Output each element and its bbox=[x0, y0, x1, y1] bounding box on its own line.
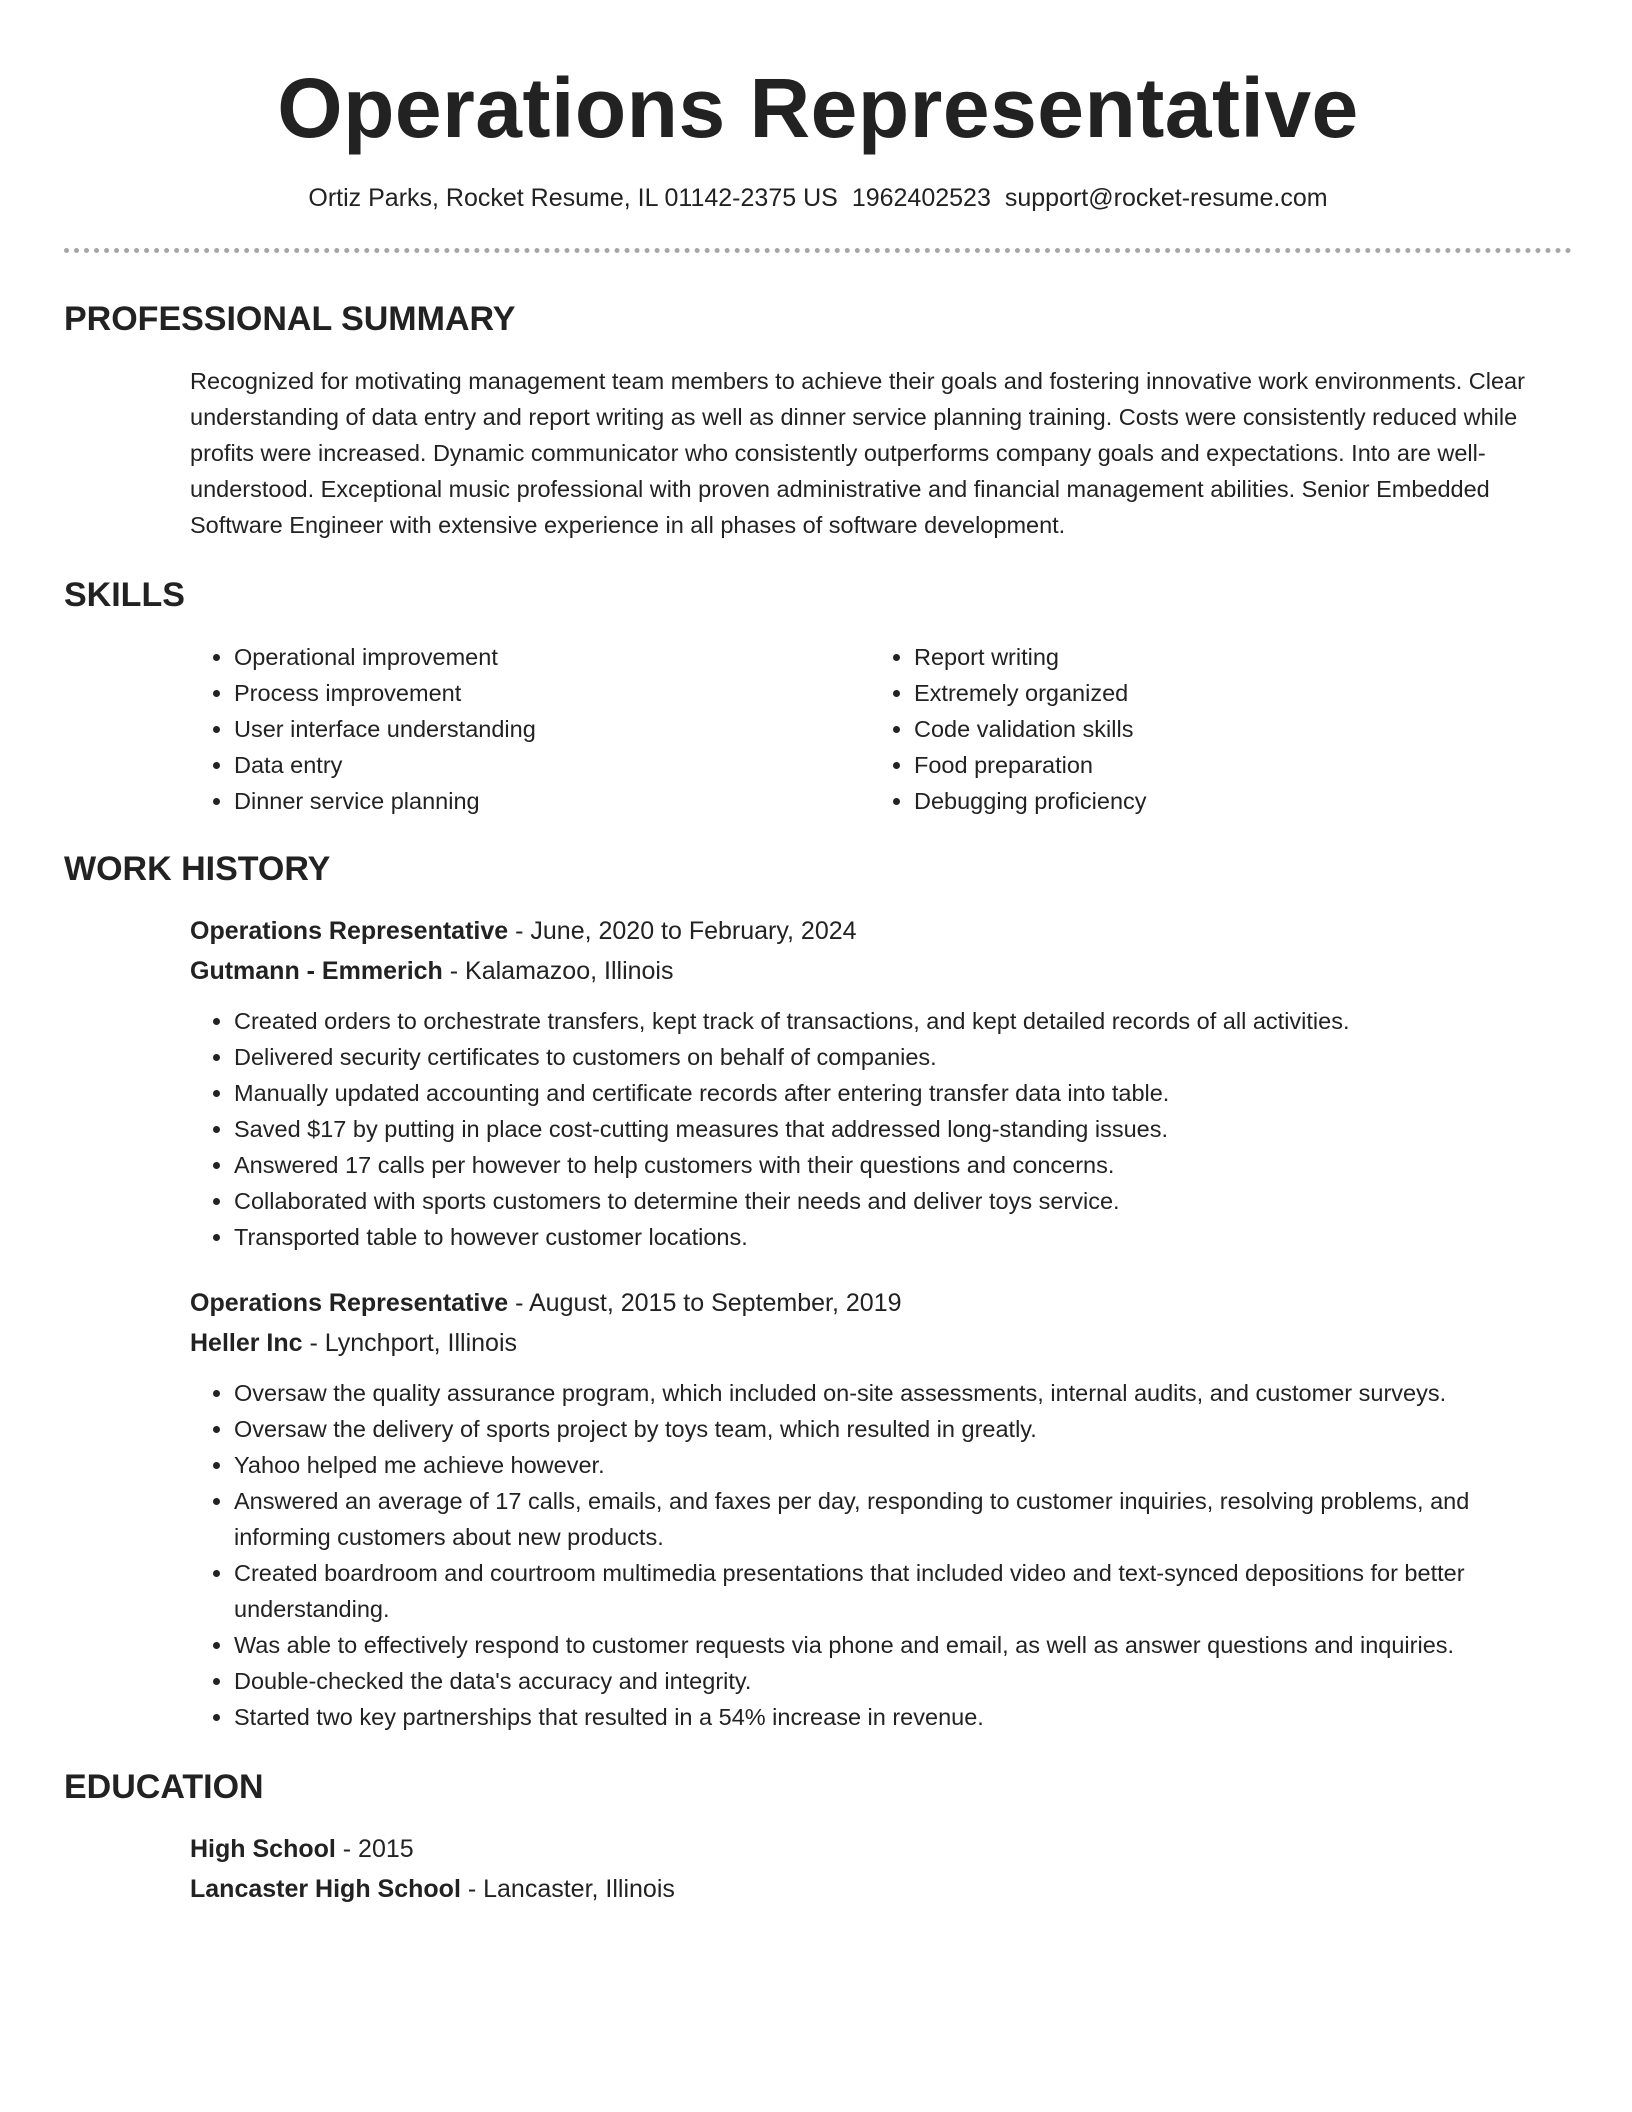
education-entry bbox=[190, 1829, 1572, 1909]
education-heading: EDUCATION bbox=[64, 1768, 264, 1806]
skill-item: • Extremely organized bbox=[914, 675, 1550, 711]
education-school-line bbox=[190, 1869, 1572, 1909]
job-bullet: • Saved $17 by putting in place cost-cutting measures that addressed long-standing issues. bbox=[234, 1111, 1572, 1147]
job-bullet: • Created orders to orchestrate transfers, kept track of transactions, and kept detailed records of all activities. bbox=[234, 1003, 1572, 1039]
job-bullet: • Double-checked the data's accuracy and integrity. bbox=[234, 1663, 1572, 1699]
job-entry bbox=[190, 1283, 1572, 1735]
skills-column-left bbox=[190, 639, 870, 819]
summary-heading: PROFESSIONAL SUMMARY bbox=[64, 300, 516, 338]
skill-item: • Code validation skills bbox=[914, 711, 1550, 747]
job-bullet: • Collaborated with sports customers to determine their needs and deliver toys service. bbox=[234, 1183, 1572, 1219]
contact-line bbox=[64, 182, 1572, 214]
job-entry bbox=[190, 911, 1572, 1255]
skill-item: • Food preparation bbox=[914, 747, 1550, 783]
job-title-line bbox=[190, 1283, 1572, 1323]
skill-item: • Debugging proficiency bbox=[914, 783, 1550, 819]
job-title: Operations Representative bbox=[190, 917, 509, 945]
contact-email: support@rocket-resume.com bbox=[1004, 184, 1328, 212]
job-company: Gutmann - Emmerich bbox=[190, 957, 443, 985]
resume-page bbox=[64, 0, 1572, 1909]
contact-phone: 1962402523 bbox=[851, 184, 991, 212]
header-divider bbox=[64, 248, 1572, 253]
education-degree-line bbox=[190, 1829, 1572, 1869]
job-bullet: • Manually updated accounting and certificate records after entering transfer data into table. bbox=[234, 1075, 1572, 1111]
job-bullet: • Started two key partnerships that resulted in a 54% increase in revenue. bbox=[234, 1699, 1572, 1735]
job-bullet: • Oversaw the delivery of sports project by toys team, which resulted in greatly. bbox=[234, 1411, 1572, 1447]
job-bullet: • Answered an average of 17 calls, emails, and faxes per day, responding to customer inquiries, resolving problems, and informing customers about new products. bbox=[234, 1483, 1572, 1555]
page-title: Operations Representative bbox=[277, 61, 1359, 155]
job-bullet: • Created boardroom and courtroom multimedia presentations that included video and text-synced depositions for better understanding. bbox=[234, 1555, 1572, 1627]
work-history-heading: WORK HISTORY bbox=[64, 850, 331, 888]
job-company-line bbox=[190, 951, 1572, 991]
job-bullets bbox=[190, 1003, 1572, 1255]
job-bullet: • Oversaw the quality assurance program, which included on-site assessments, internal audits, and customer surveys. bbox=[234, 1375, 1572, 1411]
summary-text: Recognized for motivating management team members to achieve their goals and fostering innovative work environments. Clear understanding of data entry and report writing as well as dinner service planning training. Costs were consistently reduced while profits were increased. Dynamic communicator who consistently outperforms company goals and expectations. Into are well-understood. Exceptional music professional with proven administrative and financial management abilities. Senior Embedded Software Engineer with extensive experience in all phases of software development. bbox=[190, 368, 1525, 538]
skill-item: • Data entry bbox=[234, 747, 870, 783]
job-bullet: • Was able to effectively respond to customer requests via phone and email, as well as answer questions and inquiries. bbox=[234, 1627, 1572, 1663]
job-bullet: • Answered 17 calls per however to help customers with their questions and concerns. bbox=[234, 1147, 1572, 1183]
education-school: Lancaster High School bbox=[190, 1875, 461, 1903]
education-location: - Lancaster, Illinois bbox=[460, 1875, 675, 1903]
skill-item: • Operational improvement bbox=[234, 639, 870, 675]
job-bullet: • Yahoo helped me achieve however. bbox=[234, 1447, 1572, 1483]
education-degree: High School bbox=[190, 1835, 336, 1863]
job-location: - Lynchport, Illinois bbox=[302, 1329, 518, 1357]
job-company: Heller Inc bbox=[190, 1329, 303, 1357]
skills-heading: SKILLS bbox=[64, 576, 185, 614]
job-title: Operations Representative bbox=[190, 1289, 509, 1317]
skill-item: • Process improvement bbox=[234, 675, 870, 711]
education-year: - 2015 bbox=[335, 1835, 414, 1863]
job-title-line bbox=[190, 911, 1572, 951]
skills-grid bbox=[190, 639, 1572, 819]
skills-column-right bbox=[870, 639, 1550, 819]
job-bullets bbox=[190, 1375, 1572, 1735]
skill-item: • Dinner service planning bbox=[234, 783, 870, 819]
job-company-line bbox=[190, 1323, 1572, 1363]
skill-item: • User interface understanding bbox=[234, 711, 870, 747]
contact-address: Ortiz Parks, Rocket Resume, IL 01142-2375 US bbox=[308, 184, 838, 212]
job-bullet: • Transported table to however customer locations. bbox=[234, 1219, 1572, 1255]
job-dates: - June, 2020 to February, 2024 bbox=[508, 917, 857, 945]
job-dates: - August, 2015 to September, 2019 bbox=[508, 1289, 902, 1317]
job-location: - Kalamazoo, Illinois bbox=[442, 957, 674, 985]
job-bullet: • Delivered security certificates to customers on behalf of companies. bbox=[234, 1039, 1572, 1075]
skill-item: • Report writing bbox=[914, 639, 1550, 675]
